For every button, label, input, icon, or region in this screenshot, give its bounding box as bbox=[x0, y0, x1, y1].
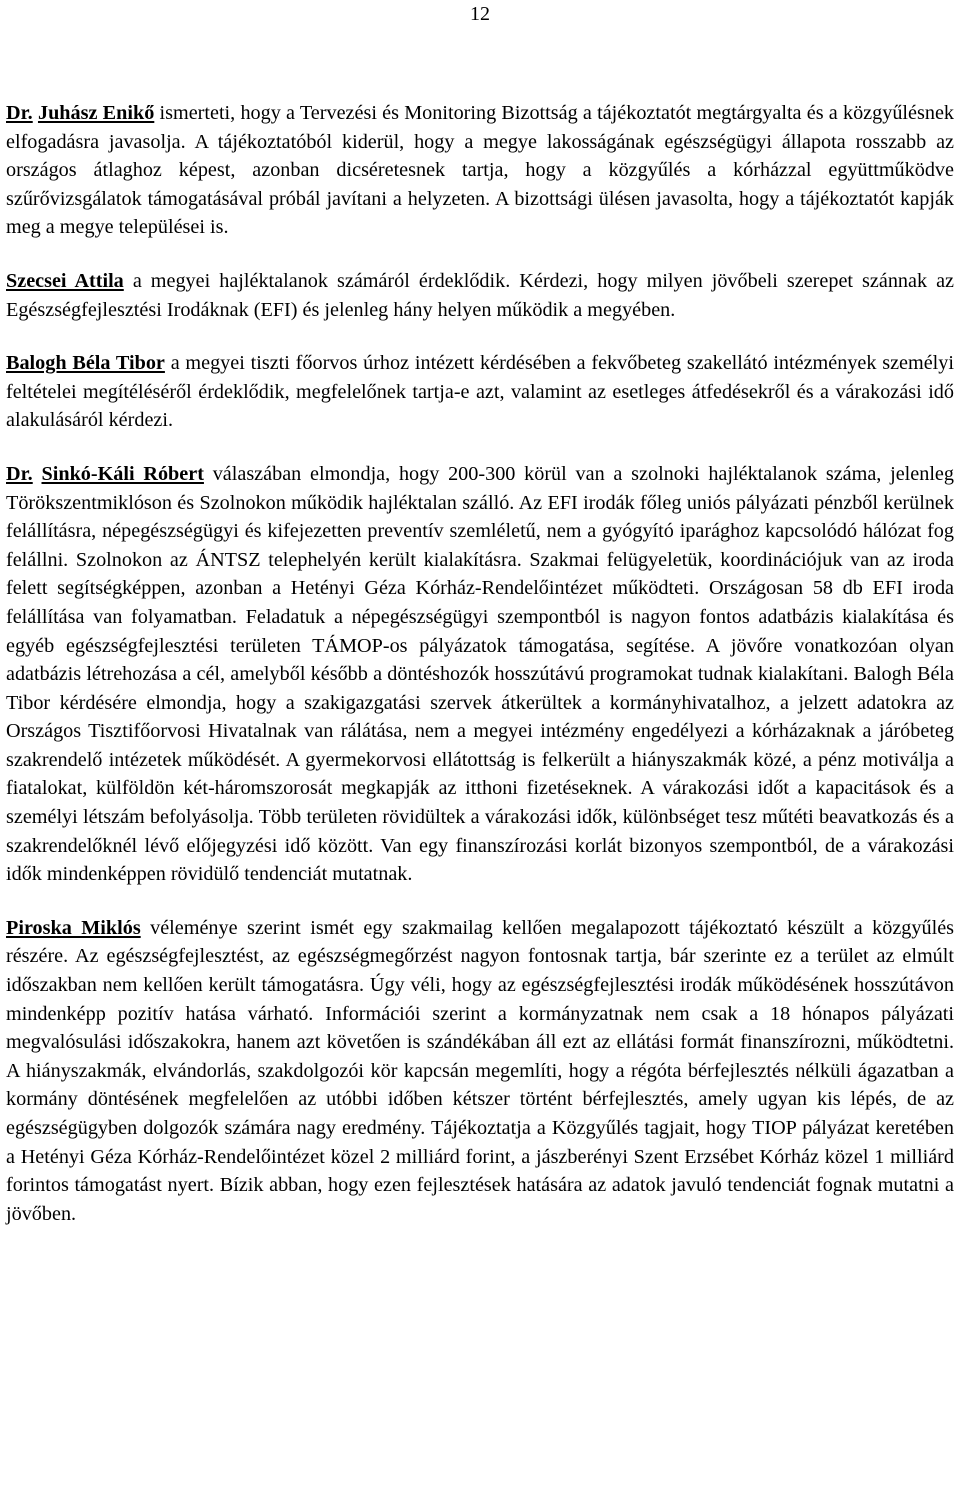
speaker-name: Juhász Enikő bbox=[37, 102, 155, 124]
page-number: 12 bbox=[470, 3, 490, 25]
paragraph-text: a megyei hajléktalanok számáról érdeklődik. Kérdezi, hogy milyen jövőbeli szerepet szánnak az Egészségfejlesztési Irodáknak (EFI) és jelenleg hány helyen működik a megyében. bbox=[6, 269, 954, 321]
speaker-name: Balogh Béla Tibor bbox=[6, 352, 165, 375]
paragraph-balogh bbox=[6, 349, 954, 435]
speaker-name: Sinkó-Káli Róbert bbox=[41, 462, 204, 485]
speaker-name: Szecsei Attila bbox=[6, 269, 124, 292]
minutes-body bbox=[6, 99, 954, 1253]
paragraph-text: ismerteti, hogy a Tervezési és Monitoring Bizottság a tájékoztatót megtárgyalta és a közgyűlésnek elfogadásra javasolja. A tájékoztatóból kiderül, hogy a megye lakosságának egészségügyi állapota rosszabb az országos átlaghoz képest, azonban dicséretesnek tartja, hogy a közgyűlés a kórházzal együttműködve szűrővizsgálatok támogatásával próbál javítani a helyzeten. A bizottsági ülésen javasolta, hogy a tájékoztatót kapják meg a megye települései is. bbox=[6, 102, 954, 239]
paragraph-text: véleménye szerint ismét egy szakmailag kellően megalapozott tájékoztató készült a közgyűlés részére. Az egészségfejlesztést, az egészségmegőrzést nagyon fontosnak tartja, bár szerinte ez a terület az elmúlt időszakban nem kellően került támogatásra. Úgy véli, hogy az egészségfejlesztési irodák működésének hosszútávon mindenképp pozitív hatása várható. Információi szerint a kormányzatnak nem csak a 18 hónapos pályázati megvalósulási időszakokra, hanem azt követően is szándékában áll ezt az ellátási formát finanszírozni, működtetni. A hiányszakmák, elvándorlás, szakdolgozói kör kapcsán megemlíti, hogy a régóta bérfejlesztés nélküli ágazatban a kormány döntésének megfelelően az utóbbi időben kétszer történt bérfejlesztés, amely ugyan kis lépés, de az egészségügyben dolgozók számára nagy eredmény. Tájékoztatja a Közgyűlés tagjait, hogy TIOP pályázat keretében a Hetényi Géza Kórház-Rendelőintézet közel 2 milliárd forint, a jászberényi Szent Erzsébet Kórház közel 1 milliárd forintos támogatást nyert. Bízik abban, hogy ezen fejlesztések hatására az adatok javuló tendenciát fognak mutatni a jövőben. bbox=[6, 916, 955, 1225]
speaker-title: Dr. bbox=[6, 462, 33, 485]
paragraph-text: a megyei tiszti főorvos úrhoz intézett kérdésében a fekvőbeteg szakellátó intézmények személyi feltételei megítéléséről érdeklődik, megfelelőnek tartja-e azt, valamint az esetleges átfedésekről és a várakozási idő alakulásáról kérdezi. bbox=[6, 352, 954, 432]
speaker-name: Piroska Miklós bbox=[6, 916, 141, 939]
paragraph-juhasz bbox=[6, 99, 954, 242]
speaker-title: Dr. bbox=[6, 102, 33, 124]
paragraph-text: válaszában elmondja, hogy 200-300 körül van a szolnoki hajléktalanok száma, jelenleg Törökszentmiklóson és Szolnokon működik hajléktalan szálló. Az EFI irodák főleg uniós pályázati pénzből kerülnek felállításra, népegészségügyi és kifejezetten preventív szemléletű, nem a gyógyító iparághoz kapcsolódó hálózat fog felállni. Szolnokon az ÁNTSZ telephelyén került kialakításra. Szakmai felügyeletük, koordinációjuk van az iroda felett segítségképpen, azonban a Hetényi Géza Kórház-Rendelőintézet működteti. Országosan 58 db EFI iroda felállítása van folyamatban. Feladatuk a népegészségügyi szempontból is nagyon fontos adatbázis kialakítása és egyéb egészségfejlesztési területen TÁMOP-os pályázatok támogatása, segítése. A jövőre vonatkozóan olyan adatbázis létrehozása a cél, amelyből később a döntéshozók hosszútávú programokat tudnak kialakítani. Balogh Béla Tibor kérdésére elmondja, hogy a szakigazgatási szervek átkerültek a kormányhivatalhoz, a jelzett adatokra az Országos Tisztifőorvosi Hivatalnak van rálátása, nem a megyei intézmény engedélyezi a kórházaknak a járóbeteg szakrendelő intézetek működését. A gyermekorvosi ellátottság is felkerült a hiányszakmák közé, a pénz motiválja a fiatalokat, külföldön két-háromszorosát megkapják az itthoni fizetéseknek. A várakozási időt a kapacitások és a személyi létszám befolyásolja. Több területen rövidültek a várakozási idők, különbséget tesz műtéti beavatkozás és a szakrendelőknél lévő előjegyzési idő között. Van egy finanszírozási korlát bizonyos szempontból, de a várakozási idők mindenképpen rövidülő tendenciát mutatnak. bbox=[6, 462, 954, 886]
paragraph-szecsei bbox=[6, 267, 954, 324]
paragraph-piroska bbox=[6, 914, 954, 1229]
paragraph-sinko-kali bbox=[6, 460, 954, 889]
